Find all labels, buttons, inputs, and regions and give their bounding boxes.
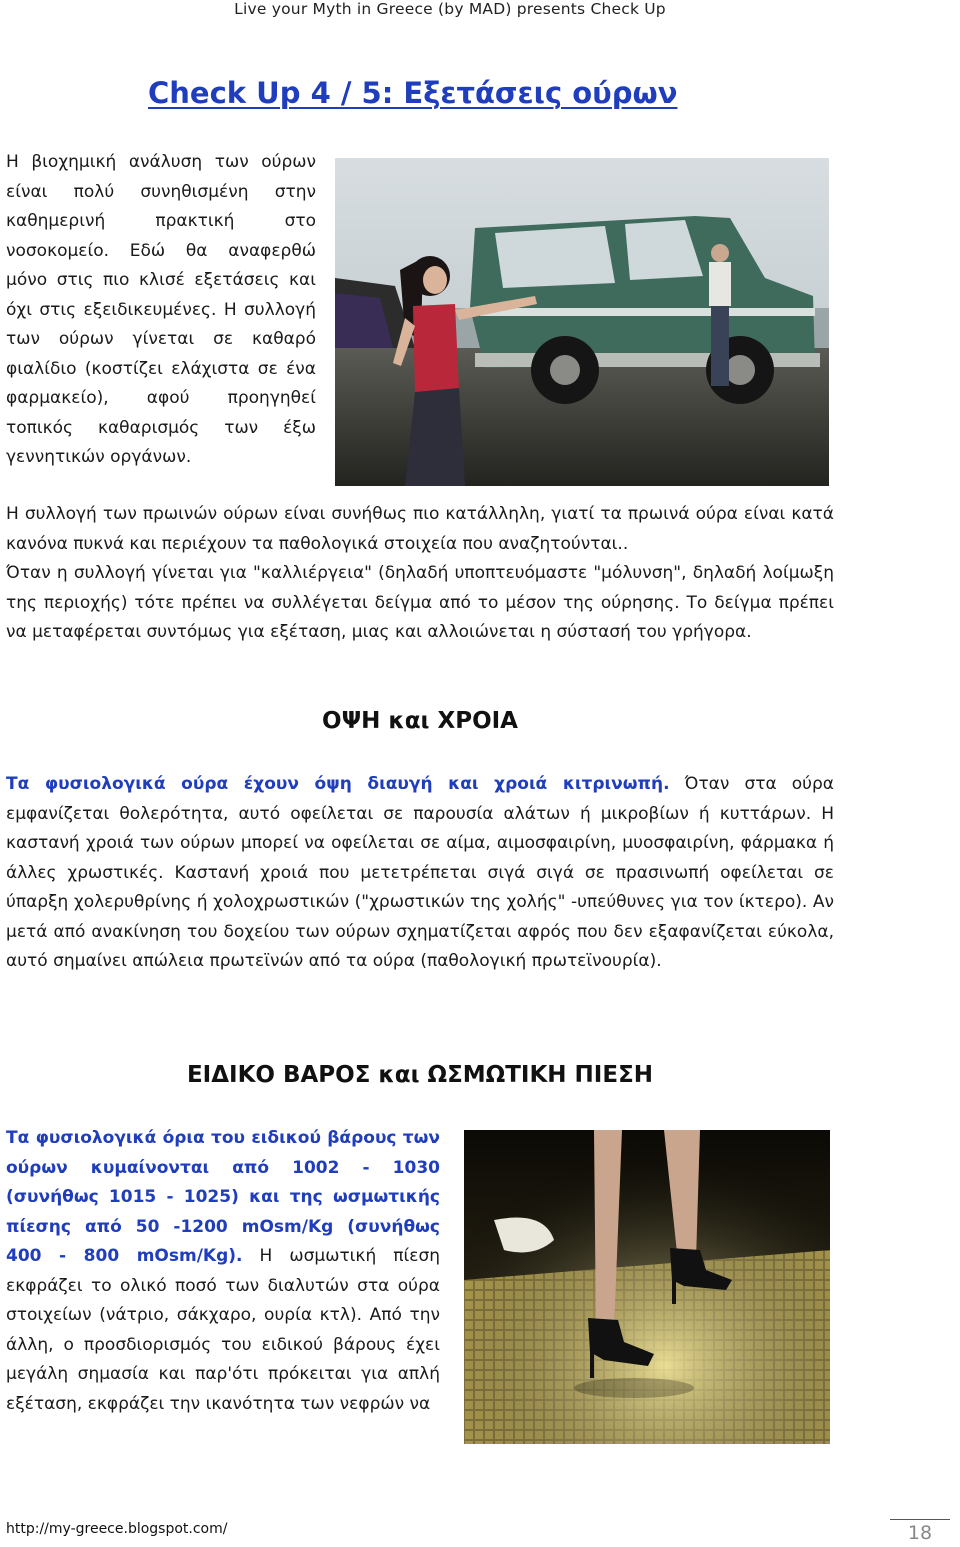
footer-url: http://my-greece.blogspot.com/ bbox=[6, 1521, 228, 1537]
gravity-text: Η ωσμωτική πίεση εκφράζει το ολικό ποσό των διαλυτών στα ούρα στοιχείων (νάτριο, σάκχαρο, ουρία κτλ). Από την άλλη, ο προσδιορισμός του ειδικού βάρους έχει μεγάλη σημασία και παρ'ότι πρόκειται για απλή εξέταση, εκφράζει την ικανότητα των νεφρών να bbox=[6, 1246, 441, 1414]
footer-divider bbox=[890, 1519, 950, 1520]
header-text: Live your Myth in Greece (by MAD) presents Check Up bbox=[234, 0, 666, 18]
gravity-highlight: Τα φυσιολογικά όρια του ειδικού βάρους των ούρων κυμαίνονται από 1002 - 1030 (συνήθως 1015 - 1025) και της ωσμωτικής πίεσης από 50 -1200 mOsm/Kg (συνήθως 400 - 800 mOsm/Kg). bbox=[6, 1128, 440, 1266]
page-header bbox=[0, 0, 666, 18]
appearance-highlight: Τα φυσιολογικά ούρα έχουν όψη διαυγή και χροιά κιτρινωπή. bbox=[6, 774, 670, 794]
specific-gravity-paragraph bbox=[6, 1124, 440, 1419]
morning-collection-paragraph: Η συλλογή των πρωινών ούρων είναι συνήθως πιο κατάλληλη, γιατί τα πρωινά ούρα είναι κατά κανόνα πυκνά και περιέχουν τα παθολογικά στοιχεία που αναζητούνται.. bbox=[6, 504, 834, 554]
intro-full-text bbox=[6, 500, 834, 648]
appearance-text: Όταν στα ούρα εμφανίζεται θολερότητα, αυτό οφείλεται σε παρουσία αλάτων ή μικροβίων ή κυττάρων. Η καστανή χροιά των ούρων μπορεί να οφείλεται σε αίμα, αιμοσφαιρίνη, μυοσφαιρίνη, φάρμακα ή άλλες χρωστικές. Καστανή χροιά που μετετρέπεται σιγά σιγά σε πρασινωπή οφείλεται σε ύπαρξη χολερυθρίνης ή χολοχρωστικών ("χρωστικών της χολής" -υπεύθυνες για τον ίκτερο). Αν μετά από ανακίνηση του δοχείου των ούρων σχηματίζεται αφρός που δεν εξαφανίζεται εύκολα, αυτό σημαίνει απώλεια πρωτεϊνών από τα ούρα (παθολογική πρωτεϊνουρία). bbox=[6, 774, 834, 971]
page-number: 18 bbox=[907, 1522, 933, 1544]
intro-paragraph: Η βιοχημική ανάλυση των ούρων είναι πολύ συνηθισμένη στην καθημερινή πρακτική στο νοσοκομείο. Εδώ θα αναφερθώ μόνο στις πιο κλισέ εξετάσεις και όχι στις εξειδικευμένες. Η συλλογή των ούρων γίνεται σε καθαρό φιαλίδιο (κοστίζει ελάχιστα σε ένα φαρμακείο), αφού προηγηθεί τοπικός καθαρισμός των έξω γεννητικών οργάνων. bbox=[6, 152, 316, 467]
section-heading-specific-gravity: ΕΙΔΙΚΟ ΒΑΡΟΣ και ΩΣΜΩΤΙΚΗ ΠΙΕΣΗ bbox=[186, 1062, 654, 1088]
section-heading-appearance-color: ΟΨΗ και ΧΡΟΙΑ bbox=[322, 708, 518, 734]
appearance-color-paragraph bbox=[6, 770, 834, 977]
culture-collection-paragraph: Όταν η συλλογή γίνεται για "καλλιέργεια" (δηλαδή υποπτευόμαστε "μόλυνση", δηλαδή λοίμωξη της περιοχής) τότε πρέπει να συλλέγεται δείγμα από το μέσον της ούρησης. Το δείγμα πρέπει να μεταφέρεται συντόμως για εξέταση, μιας και αλλοιώνεται η σύστασή του γρήγορα. bbox=[6, 563, 834, 642]
intro-column-text bbox=[6, 148, 316, 473]
photo-woman-by-truck bbox=[335, 158, 829, 486]
photo-woman-heels-restroom bbox=[464, 1130, 830, 1444]
page-title: Check Up 4 / 5: Εξετάσεις ούρων bbox=[148, 76, 678, 110]
